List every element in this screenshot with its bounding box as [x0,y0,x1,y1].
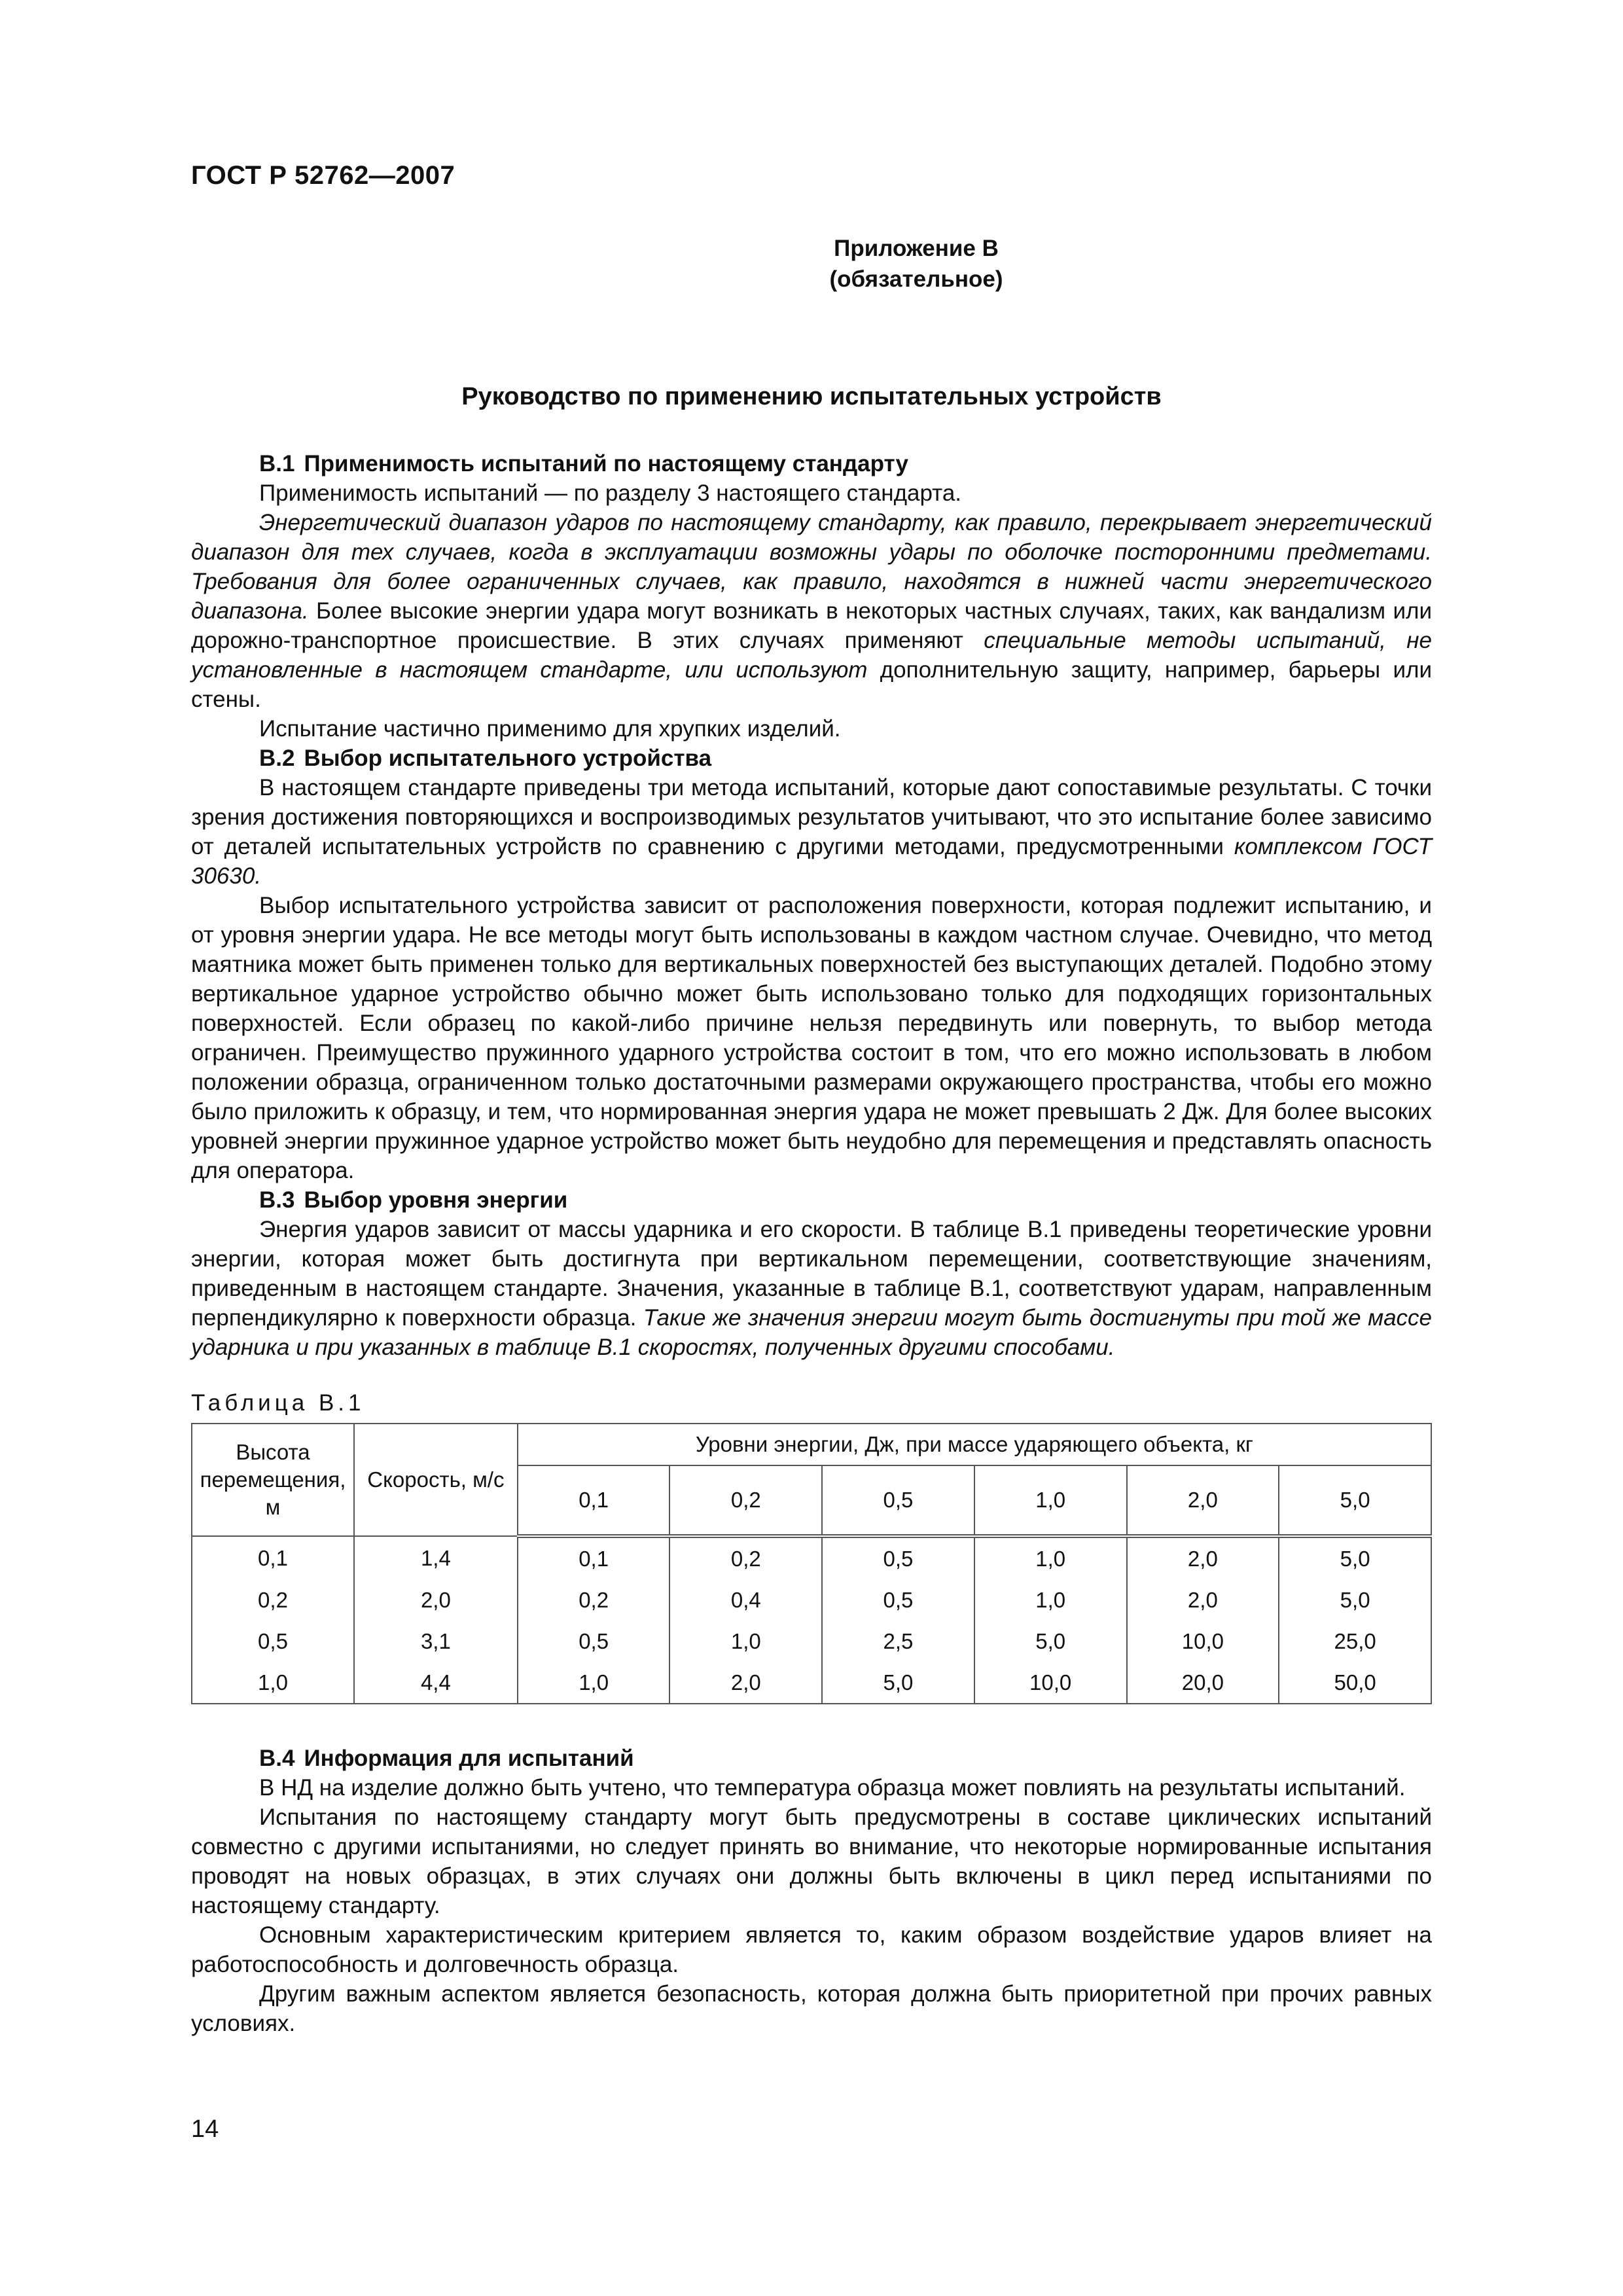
annex-title: Руководство по применению испытательных устройств [461,383,1162,410]
section-title: Выбор испытательного устройства [304,745,712,771]
italic-text: специальные методы испытаний, не установленные в настоящем стандарте, или используют [191,628,1432,683]
table-cell: 0,4 [669,1579,822,1621]
paragraph [191,773,1432,891]
table-cell: 0,2 [518,1579,670,1621]
table-cell: 5,0 [1279,1579,1431,1621]
paragraph: Другим важным аспектом является безопасность, которая должна быть приоритетной при прочих равных условиях. [191,1981,1432,2036]
column-header-mass: 2,0 [1127,1465,1279,1536]
table-cell: 2,5 [822,1621,974,1662]
table-cell: 1,4 [354,1536,518,1579]
italic-text: Энергетический диапазон ударов по настоящему стандарту, как правило, перекрывает энергетический диапазон для тех случаев, когда в эксплуатации возможны удары по оболочке посторонними предметами. Требования для более ограниченных случаев, как правило, находятся в нижней части энергетического диапазона. [191,510,1432,624]
table-cell: 0,5 [822,1579,974,1621]
document-code: ГОСТ Р 52762—2007 [191,161,455,190]
table-cell: 0,2 [669,1536,822,1579]
table-cell: 0,1 [192,1536,354,1579]
energy-levels-table [191,1423,1432,1704]
column-header-speed: Скорость, м/с [354,1424,518,1536]
table-cell: 25,0 [1279,1621,1431,1662]
column-header-mass: 0,2 [669,1465,822,1536]
paragraph: Выбор испытательного устройства зависит от расположения поверхности, которая подлежит испытанию, и от уровня энергии удара. Не все методы могут быть использованы в каждом частном случае. Очевидно, что метод маятника может быть применен только для вертикальных поверхностей без выступающих деталей. Подобно этому вертикальное ударное устройство обычно может быть использовано только для подходящих горизонтальных поверхностей. Если образец по какой-либо причине нельзя передвинуть или повернуть, то выбор метода ограничен. Преимущество пружинного ударного устройства состоит в том, что его можно использовать в любом положении образца, ограниченном только достаточными размерами окружающего пространства, чтобы его можно было приложить к образцу, и тем, что нормированная энергия удара не может превышать 2 Дж. Для более высоких уровней энергии пружинное ударное устройство может быть неудобно для перемещения и представлять опасность для оператора. [191,893,1432,1183]
annex-label: Приложение В [834,236,999,261]
paragraph: Применимость испытаний — по разделу 3 настоящего стандарта. [259,480,962,506]
section-title: Выбор уровня энергии [304,1187,568,1213]
table-cell: 0,2 [192,1579,354,1621]
table-cell: 0,5 [518,1621,670,1662]
table-cell: 2,0 [354,1579,518,1621]
column-header-height: Высота перемещения, м [192,1424,354,1536]
section-title: Информация для испытаний [304,1746,634,1771]
italic-text: комплексом ГОСТ 30630. [191,834,1432,889]
text: Энергия ударов зависит от массы ударника и его скорости. В таблице В.1 приведены теоретические уровни энергии, которая может быть достигнута при вертикальном перемещении, соответствующие значениям, приведенным в настоящем стандарте. Значения, указанные в таблице В.1, соответствуют ударам, направленным перпендикулярно к поверхности образца. [191,1217,1432,1331]
table-cell: 1,0 [192,1662,354,1704]
table-cell: 1,0 [518,1662,670,1704]
table-cell: 1,0 [669,1621,822,1662]
column-header-mass: 1,0 [974,1465,1127,1536]
document-body [191,449,1432,2038]
table-row [192,1579,1431,1621]
column-header-mass: 5,0 [1279,1465,1431,1536]
table-cell: 0,5 [822,1536,974,1579]
table-cell: 20,0 [1127,1662,1279,1704]
paragraph: Основным характеристическим критерием является то, каким образом воздействие ударов влияет на работоспособность и долговечность образца. [191,1922,1432,1977]
table-row [192,1536,1431,1579]
section-number: В.1 [259,451,295,476]
paragraph [191,1215,1432,1362]
table-cell: 10,0 [974,1662,1127,1704]
table-cell: 0,5 [192,1621,354,1662]
paragraph [191,508,1432,714]
section-number: В.4 [259,1746,295,1771]
italic-text: Такие же значения энергии могут быть достигнуты при той же массе ударника и при указанных в таблице В.1 скоростях, полученных другими способами. [191,1305,1432,1360]
table-cell: 1,0 [974,1579,1127,1621]
text: дополнительную защиту, например, барьеры или стены. [191,657,1432,712]
section-title: Применимость испытаний по настоящему стандарту [304,451,909,476]
table-cell: 5,0 [974,1621,1127,1662]
text: Более высокие энергии удара могут возникать в некоторых частных случаях, таких, как вандализм или дорожно-транспортное происшествие. В этих случаях применяют [191,598,1432,653]
table-cell: 4,4 [354,1662,518,1704]
table-row [192,1621,1431,1662]
column-header-energy-group: Уровни энергии, Дж, при массе ударяющего объекта, кг [518,1424,1431,1465]
table-cell: 0,1 [518,1536,670,1579]
paragraph: Испытание частично применимо для хрупких изделий. [259,716,841,742]
section-number: В.2 [259,745,295,771]
table-cell: 2,0 [1127,1579,1279,1621]
table-caption: Таблица В.1 [191,1390,365,1416]
table-cell: 3,1 [354,1621,518,1662]
table-cell: 5,0 [822,1662,974,1704]
annex-status: (обязательное) [829,266,1003,292]
column-header-mass: 0,5 [822,1465,974,1536]
table-cell: 2,0 [669,1662,822,1704]
column-header-mass: 0,1 [518,1465,670,1536]
page-number: 14 [191,2115,219,2143]
table-row [192,1662,1431,1704]
section-number: В.3 [259,1187,295,1213]
table-cell: 50,0 [1279,1662,1431,1704]
table-cell: 5,0 [1279,1536,1431,1579]
text: В настоящем стандарте приведены три метода испытаний, которые дают сопоставимые результаты. С точки зрения достижения повторяющихся и воспроизводимых результатов учитывают, что это испытание более зависимо от деталей испытательных устройств по сравнению с другими методами, предусмотренными [191,775,1432,859]
section-heading-b1 [191,449,1432,478]
section-heading-b3 [191,1185,1432,1215]
paragraph: В НД на изделие должно быть учтено, что температура образца может повлиять на результаты испытаний. [259,1775,1406,1801]
table-cell: 2,0 [1127,1536,1279,1579]
paragraph: Испытания по настоящему стандарту могут быть предусмотрены в составе циклических испытаний совместно с другими испытаниями, но следует принять во внимание, что некоторые нормированные испытания проводят на новых образцах, в этих случаях они должны быть включены в цикл перед испытаниями по настоящему стандарту. [191,1804,1432,1918]
section-heading-b2 [191,744,1432,773]
table-cell: 1,0 [974,1536,1127,1579]
table-cell: 10,0 [1127,1621,1279,1662]
section-heading-b4 [191,1744,1432,1773]
annex-block [654,233,1178,295]
